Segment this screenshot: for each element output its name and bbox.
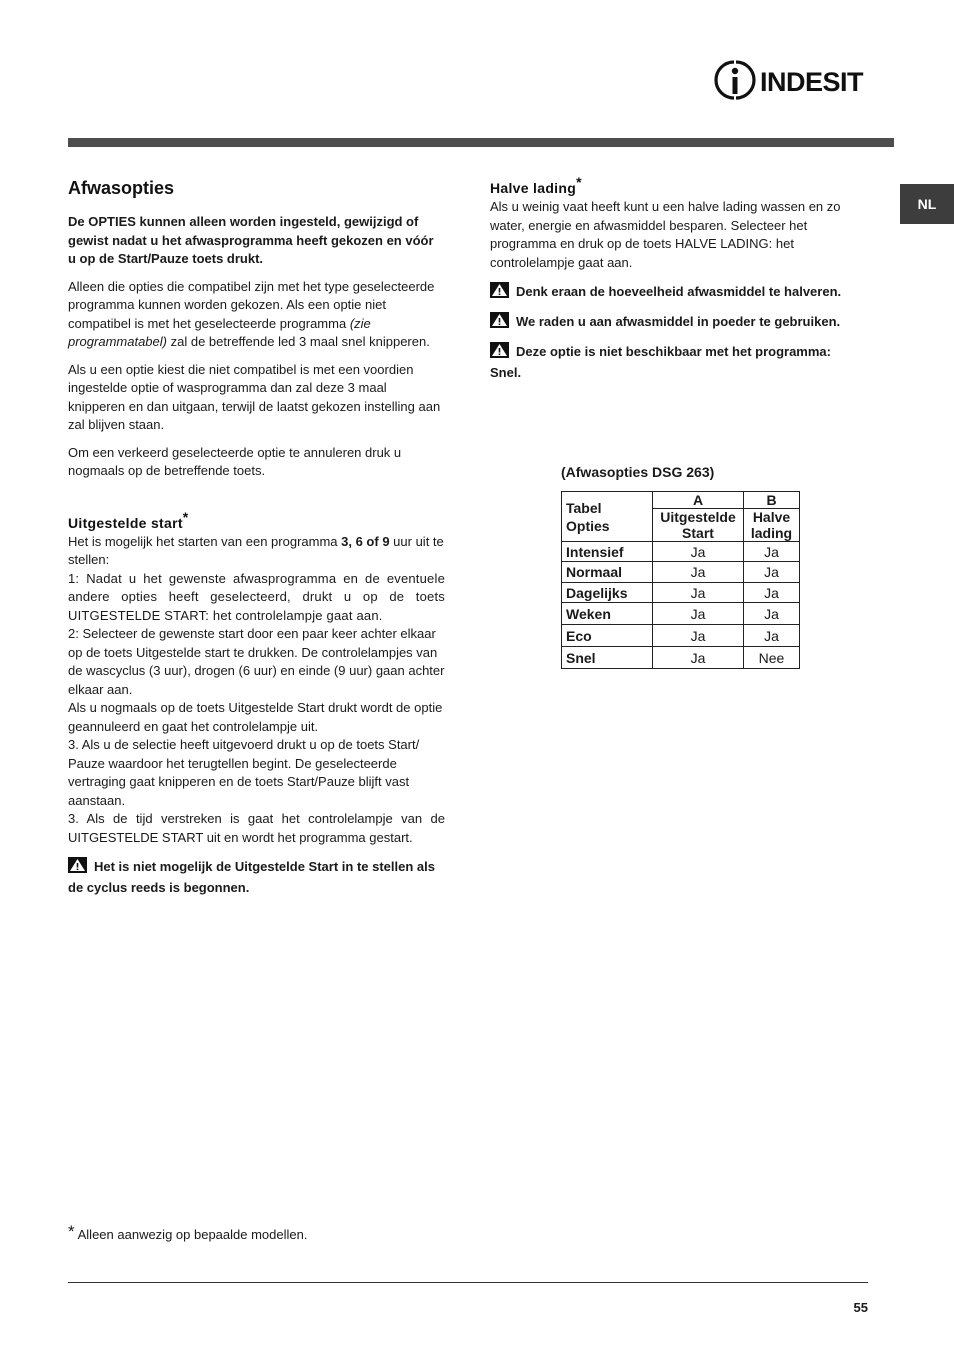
program-name: Intensief bbox=[562, 542, 653, 562]
col-b-line-2: lading bbox=[750, 525, 793, 541]
delayed-start-intro bbox=[68, 533, 445, 570]
delayed-start-value: Ja bbox=[653, 542, 744, 562]
footer-divider bbox=[68, 1282, 868, 1283]
table-corner bbox=[562, 492, 653, 542]
delayed-intro-b: uur uit te stellen: bbox=[68, 533, 444, 567]
table-row bbox=[562, 625, 800, 647]
language-tab: NL bbox=[900, 184, 954, 224]
col-b-line-1: Halve bbox=[752, 509, 791, 525]
half-load-asterisk: * bbox=[576, 174, 582, 190]
compat-text-italic: (zie programmatabel) bbox=[68, 315, 371, 349]
table-row bbox=[562, 603, 800, 625]
half-load-value: Ja bbox=[744, 562, 800, 583]
delayed-warning-text: Het is niet mogelijk de Uitgestelde Start in te stellen als de cyclus reeds is begonnen. bbox=[68, 859, 435, 895]
col-a-letter: A bbox=[653, 492, 744, 509]
compat-text-a: Alleen die opties die compatibel zijn met het type geselecteerde programma kunnen worden gekozen. Als een optie niet compatibel is met het geselecteerde programma bbox=[68, 278, 435, 331]
warning-icon bbox=[68, 857, 87, 878]
half-load-title bbox=[490, 174, 860, 196]
left-column bbox=[68, 178, 445, 897]
corner-line-2: Opties bbox=[566, 517, 610, 534]
delayed-warning bbox=[68, 857, 445, 897]
header-bar bbox=[68, 138, 894, 147]
table-row bbox=[562, 647, 800, 669]
compatibility-paragraph bbox=[68, 278, 445, 352]
page-number: 55 bbox=[853, 1300, 868, 1315]
footnote-text: Alleen aanwezig op bepaalde modellen. bbox=[77, 1227, 308, 1242]
delayed-start-value: Ja bbox=[653, 603, 744, 625]
right-column bbox=[490, 174, 860, 382]
col-a-line-1: Uitgestelde bbox=[660, 509, 736, 525]
half-load-value: Ja bbox=[744, 625, 800, 647]
warning-icon bbox=[490, 282, 509, 303]
half-load-warning-2-text: We raden u aan afwasmiddel in poeder te gebruiken. bbox=[516, 314, 841, 329]
col-b-letter: B bbox=[744, 492, 800, 509]
delayed-start-title-text: Uitgestelde start bbox=[68, 514, 183, 531]
delayed-cancel-note: Als u nogmaals op de toets Uitgestelde Start drukt wordt de optie geannuleerd en gaat het controlelampje uit. bbox=[68, 700, 443, 734]
delayed-step-2: 2: Selecteer de gewenste start door een paar keer achter elkaar op de toets Uitgestelde start te drukken. De controlelampjes van de wascyclus (3 uur), drogen (6 uur) en einde (9 uur) gaan achter elkaar aan. bbox=[68, 626, 445, 697]
table-row bbox=[562, 583, 800, 603]
table-row bbox=[562, 542, 800, 562]
half-load-warning-3-text: Deze optie is niet beschikbaar met het programma: Snel. bbox=[490, 344, 831, 380]
half-load-title-text: Halve lading bbox=[490, 180, 577, 196]
program-name: Eco bbox=[562, 625, 653, 647]
half-load-warning-1 bbox=[490, 282, 860, 303]
table-row bbox=[562, 562, 800, 583]
compat-text-b: zal de betreffende led 3 maal snel knipperen. bbox=[167, 334, 430, 349]
delayed-start-value: Ja bbox=[653, 583, 744, 603]
footnote-asterisk: * bbox=[68, 1222, 75, 1241]
half-load-value: Ja bbox=[744, 603, 800, 625]
delayed-intro-a: Het is mogelijk het starten van een programma bbox=[68, 533, 342, 549]
footnote bbox=[68, 1222, 307, 1242]
options-table bbox=[561, 491, 800, 669]
corner-line-1: Tabel bbox=[566, 499, 602, 516]
delayed-start-value: Ja bbox=[653, 562, 744, 583]
half-load-value: Nee bbox=[744, 647, 800, 669]
delayed-start-value: Ja bbox=[653, 647, 744, 669]
delayed-step-4: 3. Als de tijd verstreken is gaat het controlelampje van de UITGESTELDE START uit en wordt het programma gestart. bbox=[68, 811, 445, 845]
cancel-paragraph: Om een verkeerd geselecteerde optie te annuleren druk u nogmaals op de betreffende toets. bbox=[68, 444, 402, 478]
delayed-step-1: 1: Nadat u het gewenste afwasprogramma en de eventuele andere opties heeft geselecteerd, drukt u op de toets UITGESTELDE START: het controlelampje gaat aan. bbox=[68, 570, 445, 623]
indesit-logo bbox=[712, 58, 867, 102]
table-title: (Afwasopties DSG 263) bbox=[561, 464, 715, 480]
half-load-warning-1-text: Denk eraan de hoeveelheid afwasmiddel te halveren. bbox=[516, 284, 842, 299]
table-header-letters bbox=[562, 492, 800, 509]
delayed-start-value: Ja bbox=[653, 625, 744, 647]
half-load-value: Ja bbox=[744, 583, 800, 603]
delayed-hours: 3, 6 of 9 bbox=[341, 533, 390, 549]
warning-icon bbox=[490, 342, 509, 363]
program-name: Normaal bbox=[562, 562, 653, 583]
indesit-logo-graphic bbox=[712, 58, 867, 102]
warning-icon bbox=[490, 312, 509, 333]
col-b-header bbox=[744, 509, 800, 542]
delayed-start-title bbox=[68, 508, 445, 531]
half-load-warning-3 bbox=[490, 342, 860, 382]
half-load-warning-2 bbox=[490, 312, 860, 333]
brand-wordmark: INDESIT bbox=[760, 67, 864, 97]
delayed-start-asterisk: * bbox=[182, 508, 189, 525]
half-load-paragraph: Als u weinig vaat heeft kunt u een halve lading wassen en zo water, energie en afwasmiddel besparen. Selecteer het programma en druk op de toets HALVE LADING: het controlelampje gaat aan. bbox=[490, 199, 841, 270]
program-name: Snel bbox=[562, 647, 653, 669]
half-load-value: Ja bbox=[744, 542, 800, 562]
intro-paragraph: De OPTIES kunnen alleen worden ingesteld, gewijzigd of gewist nadat u het afwasprogramma heeft gekozen en vóór u op de Start/Pauze toets drukt. bbox=[68, 214, 434, 266]
incompatible-paragraph: Als u een optie kiest die niet compatibel is met een voordien ingestelde optie of wasprogramma dan zal deze 3 maal knipperen en dan uitgaan, terwijl de laatst gekozen instelling aan zal blijven staan. bbox=[68, 361, 441, 432]
program-name: Weken bbox=[562, 603, 653, 625]
col-a-header bbox=[653, 509, 744, 542]
page-title: Afwasopties bbox=[68, 178, 175, 198]
col-a-line-2: Start bbox=[682, 525, 714, 541]
program-name: Dagelijks bbox=[562, 583, 653, 603]
delayed-step-3: 3. Als u de selectie heeft uitgevoerd drukt u op de toets Start/ Pauze waardoor het terugtellen begint. De geselecteerde vertraging gaat knipperen en de toets Start/Pauze blijft vast aanstaan. bbox=[68, 737, 420, 808]
